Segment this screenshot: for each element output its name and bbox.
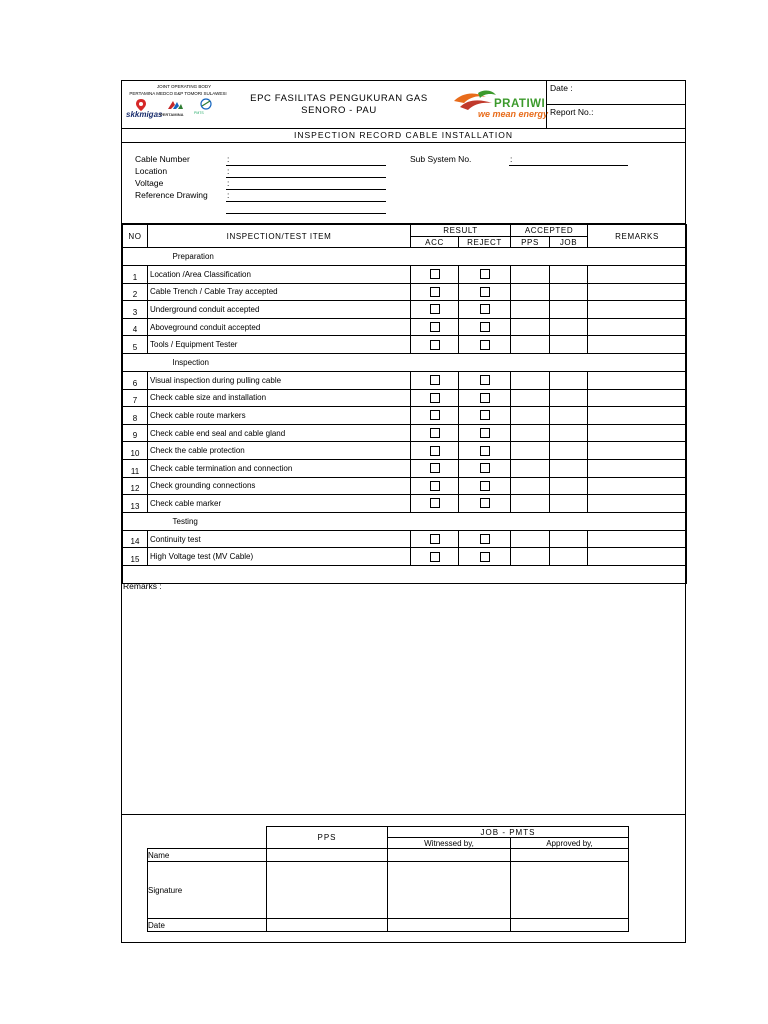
table-row [123, 318, 687, 336]
witnessed-date-field[interactable] [388, 919, 511, 932]
form-header [122, 81, 685, 129]
table-row [123, 548, 687, 566]
voltage-field[interactable] [226, 189, 386, 190]
table-row [123, 495, 687, 513]
remarks-cell[interactable] [588, 424, 687, 442]
approved-date-field[interactable] [511, 919, 629, 932]
approved-name-field[interactable] [511, 849, 629, 862]
reference-drawing-field-2[interactable] [226, 213, 386, 214]
title-line-2: SENORO - PAU [301, 105, 377, 116]
section-row [123, 353, 687, 371]
acc-checkbox[interactable] [430, 287, 440, 297]
item-number: 15 [123, 548, 148, 566]
item-text: Check cable route markers [148, 407, 411, 425]
pps-signature-field[interactable] [267, 862, 388, 919]
job-cell[interactable] [550, 442, 588, 460]
name-label: Name [148, 849, 267, 862]
header-remarks: REMARKS [588, 225, 687, 248]
reject-checkbox[interactable] [480, 498, 490, 508]
remarks-cell[interactable] [588, 336, 687, 354]
item-text: Cable Trench / Cable Tray accepted [148, 283, 411, 301]
reject-checkbox[interactable] [480, 446, 490, 456]
table-row [123, 530, 687, 548]
table-row [123, 389, 687, 407]
remarks-cell[interactable] [588, 548, 687, 566]
acc-checkbox[interactable] [430, 393, 440, 403]
table-row [123, 407, 687, 425]
remarks-cell[interactable] [588, 495, 687, 513]
pps-cell[interactable] [511, 548, 550, 566]
pps-cell[interactable] [511, 336, 550, 354]
sub-system-colon: : [510, 154, 513, 164]
job-cell[interactable] [550, 336, 588, 354]
remarks-cell[interactable] [588, 407, 687, 425]
pps-cell[interactable] [511, 371, 550, 389]
date-label: Date : [550, 83, 573, 93]
table-row [123, 266, 687, 284]
witnessed-name-field[interactable] [388, 849, 511, 862]
acc-checkbox[interactable] [430, 552, 440, 562]
record-title: INSPECTION RECORD CABLE INSTALLATION [122, 129, 685, 143]
section-title: Preparation [148, 248, 588, 266]
cable-number-colon: : [227, 154, 230, 164]
pps-cell[interactable] [511, 530, 550, 548]
section-row [123, 512, 687, 530]
acc-checkbox[interactable] [430, 498, 440, 508]
item-text: Aboveground conduit accepted [148, 318, 411, 336]
table-row [123, 371, 687, 389]
item-number: 4 [123, 318, 148, 336]
reject-checkbox[interactable] [480, 375, 490, 385]
reject-checkbox[interactable] [480, 304, 490, 314]
remarks-cell[interactable] [588, 459, 687, 477]
item-text: Check cable size and installation [148, 389, 411, 407]
header-reject: REJECT [459, 237, 511, 248]
header-result: RESULT [411, 225, 511, 237]
item-text: Tools / Equipment Tester [148, 336, 411, 354]
reference-drawing-field[interactable] [226, 201, 386, 202]
reject-checkbox[interactable] [480, 410, 490, 420]
pratiwi-tagline: we mean energy [478, 109, 549, 119]
remarks-cell[interactable] [588, 442, 687, 460]
pps-cell[interactable] [511, 283, 550, 301]
job-cell[interactable] [550, 283, 588, 301]
item-number: 3 [123, 301, 148, 319]
item-text: Continuity test [148, 530, 411, 548]
org-line-1: JOINT OPERATING BODY [156, 84, 212, 89]
pps-cell[interactable] [511, 389, 550, 407]
header-job: JOB [550, 237, 588, 248]
approved-by-header: Approved by, [511, 838, 629, 849]
item-text: Check the cable protection [148, 442, 411, 460]
table-row [123, 424, 687, 442]
signature-label: Signature [148, 862, 267, 919]
reject-checkbox[interactable] [480, 340, 490, 350]
pmts-logo-icon [198, 97, 214, 111]
remarks-cell[interactable] [588, 371, 687, 389]
section-title: Inspection [148, 353, 588, 371]
item-text: Check cable termination and connection [148, 459, 411, 477]
pps-cell[interactable] [511, 477, 550, 495]
table-row [123, 442, 687, 460]
acc-checkbox[interactable] [430, 428, 440, 438]
joint-operating-body-logo [122, 81, 234, 129]
job-cell[interactable] [550, 301, 588, 319]
reference-drawing-label: Reference Drawing [135, 190, 208, 200]
pratiwi-name: PRATIWI [494, 98, 546, 110]
cable-number-field[interactable] [226, 165, 386, 166]
item-text: Check cable end seal and cable gland [148, 424, 411, 442]
date-field[interactable] [546, 81, 685, 105]
project-title [234, 81, 444, 129]
item-number: 1 [123, 266, 148, 284]
voltage-label: Voltage [135, 178, 164, 188]
table-row [123, 477, 687, 495]
voltage-colon: : [227, 178, 230, 188]
job-cell[interactable] [550, 548, 588, 566]
acc-checkbox[interactable] [430, 534, 440, 544]
pps-cell[interactable] [511, 459, 550, 477]
item-text: High Voltage test (MV Cable) [148, 548, 411, 566]
pps-cell[interactable] [511, 301, 550, 319]
pps-cell[interactable] [511, 442, 550, 460]
reject-checkbox[interactable] [480, 534, 490, 544]
job-cell[interactable] [550, 459, 588, 477]
sub-system-field[interactable] [509, 165, 628, 166]
header-item: INSPECTION/TEST ITEM [148, 225, 411, 248]
item-number: 11 [123, 459, 148, 477]
witnessed-by-header: Witnessed by, [388, 838, 511, 849]
reject-checkbox[interactable] [480, 552, 490, 562]
remarks-cell[interactable] [588, 283, 687, 301]
inspection-form [121, 80, 686, 943]
job-cell[interactable] [550, 266, 588, 284]
job-cell[interactable] [550, 530, 588, 548]
job-cell[interactable] [550, 371, 588, 389]
item-number: 14 [123, 530, 148, 548]
witnessed-signature-field[interactable] [388, 862, 511, 919]
table-row [123, 459, 687, 477]
reject-checkbox[interactable] [480, 428, 490, 438]
pertamina-text: PERTAMINA [160, 112, 184, 117]
reject-checkbox[interactable] [480, 322, 490, 332]
cable-info-section [122, 143, 685, 224]
job-cell[interactable] [550, 495, 588, 513]
pratiwi-logo [444, 81, 549, 129]
acc-checkbox[interactable] [430, 481, 440, 491]
job-pmts-header: JOB - PMTS [388, 827, 629, 838]
item-number: 7 [123, 389, 148, 407]
acc-checkbox[interactable] [430, 463, 440, 473]
item-text: Location /Area Classification [148, 266, 411, 284]
reject-checkbox[interactable] [480, 393, 490, 403]
reject-checkbox[interactable] [480, 269, 490, 279]
acc-checkbox[interactable] [430, 340, 440, 350]
title-line-1: EPC FASILITAS PENGUKURAN GAS [250, 93, 428, 104]
item-number: 2 [123, 283, 148, 301]
approved-signature-field[interactable] [511, 862, 629, 919]
org-line-2: PERTAMINA MEDCO E&P TOMORI SULAWESI [129, 91, 227, 96]
item-number: 6 [123, 371, 148, 389]
acc-checkbox[interactable] [430, 322, 440, 332]
inspection-table [122, 224, 687, 584]
date-label: Date [148, 919, 267, 932]
header-accepted: ACCEPTED [511, 225, 588, 237]
remarks-cell[interactable] [588, 477, 687, 495]
location-label: Location [135, 166, 168, 176]
pps-header: PPS [267, 827, 388, 849]
section-title: Testing [148, 512, 588, 530]
table-row [123, 301, 687, 319]
acc-checkbox[interactable] [430, 304, 440, 314]
location-colon: : [227, 166, 230, 176]
signature-table [147, 826, 629, 932]
job-cell[interactable] [550, 389, 588, 407]
header-pps: PPS [511, 237, 550, 248]
section-row [123, 248, 687, 266]
location-field[interactable] [226, 177, 386, 178]
remarks-cell[interactable] [588, 389, 687, 407]
item-text: Visual inspection during pulling cable [148, 371, 411, 389]
acc-checkbox[interactable] [430, 446, 440, 456]
remarks-cell[interactable] [588, 301, 687, 319]
pps-cell[interactable] [511, 495, 550, 513]
reject-checkbox[interactable] [480, 463, 490, 473]
header-acc: ACC [411, 237, 459, 248]
acc-checkbox[interactable] [430, 375, 440, 385]
pps-cell[interactable] [511, 424, 550, 442]
item-text: Check cable marker [148, 495, 411, 513]
pmts-text: PMTS [194, 111, 204, 115]
reject-checkbox[interactable] [480, 287, 490, 297]
item-number: 12 [123, 477, 148, 495]
header-no: NO [123, 225, 148, 248]
item-number: 9 [123, 424, 148, 442]
skkmigas-text: skkmigas [126, 110, 163, 119]
remarks-cell[interactable] [588, 266, 687, 284]
remarks-area[interactable] [122, 579, 685, 815]
pps-cell[interactable] [511, 318, 550, 336]
item-number: 10 [123, 442, 148, 460]
remarks-cell[interactable] [588, 318, 687, 336]
reference-drawing-colon: : [227, 190, 230, 200]
pps-cell[interactable] [511, 266, 550, 284]
job-cell[interactable] [550, 424, 588, 442]
table-row [123, 283, 687, 301]
pps-cell[interactable] [511, 407, 550, 425]
job-cell[interactable] [550, 477, 588, 495]
pps-name-field[interactable] [267, 849, 388, 862]
table-row [123, 336, 687, 354]
report-number-field[interactable] [546, 105, 685, 129]
remarks-cell[interactable] [588, 530, 687, 548]
report-number-label: Report No.: [550, 107, 594, 117]
reject-checkbox[interactable] [480, 481, 490, 491]
remarks-label: Remarks : [123, 581, 162, 591]
item-number: 8 [123, 407, 148, 425]
pps-date-field[interactable] [267, 919, 388, 932]
job-cell[interactable] [550, 407, 588, 425]
acc-checkbox[interactable] [430, 410, 440, 420]
item-text: Underground conduit accepted [148, 301, 411, 319]
cable-number-label: Cable Number [135, 154, 190, 164]
job-cell[interactable] [550, 318, 588, 336]
pertamina-logo-icon [166, 99, 184, 111]
item-text: Check grounding connections [148, 477, 411, 495]
item-number: 13 [123, 495, 148, 513]
acc-checkbox[interactable] [430, 269, 440, 279]
sub-system-label: Sub System No. [410, 154, 472, 164]
item-number: 5 [123, 336, 148, 354]
